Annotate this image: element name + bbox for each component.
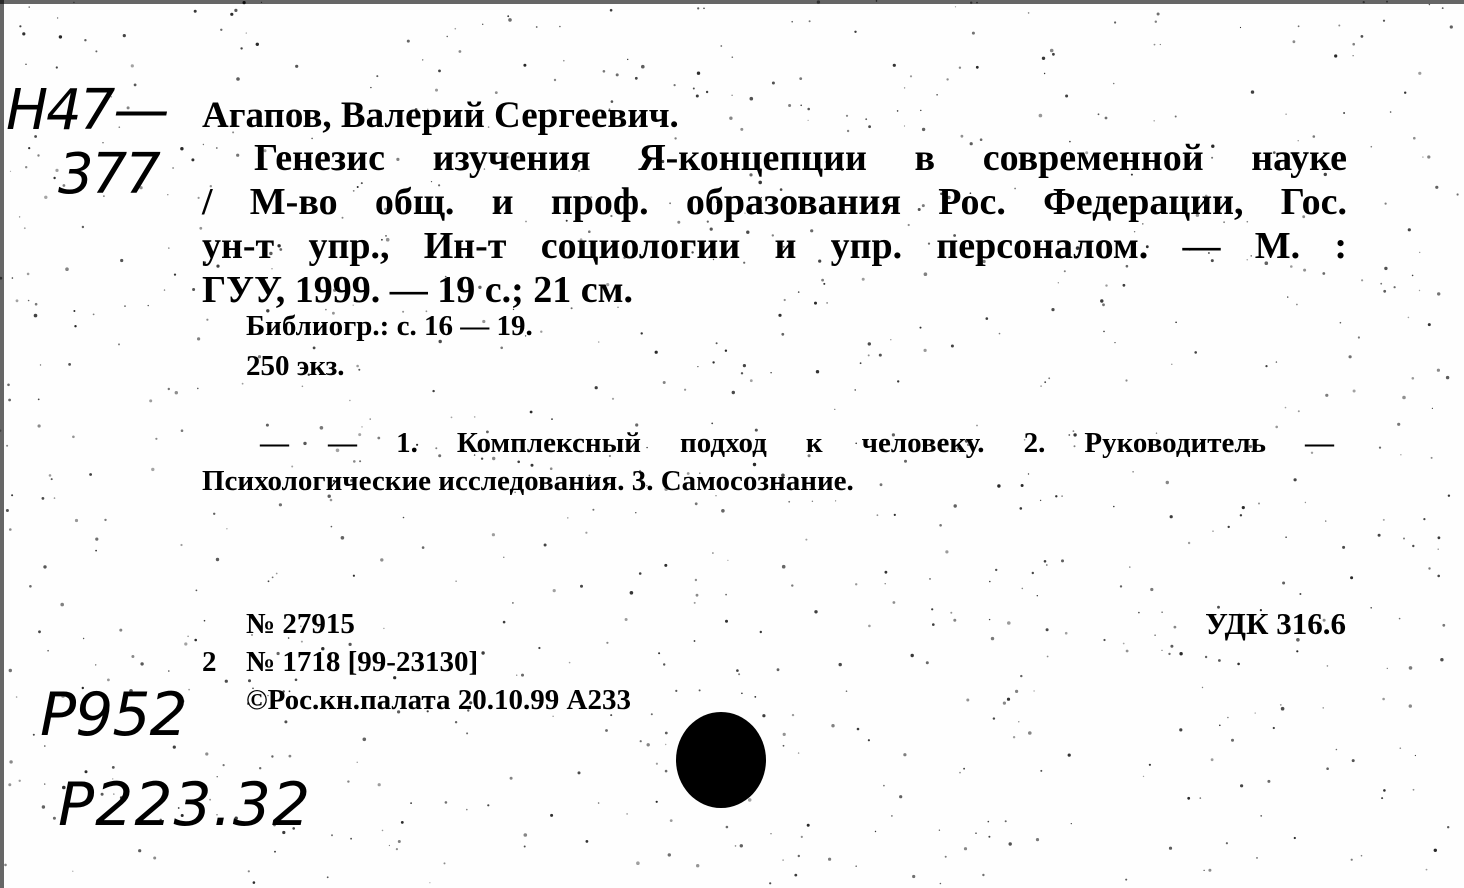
copyright-line: ©Рос.кн.палата 20.10.99 А233	[246, 684, 631, 716]
udk-code: УДК 316.6	[1205, 606, 1346, 641]
call-number-line-1: Н47—	[6, 78, 168, 143]
title-line: ГУУ, 1999. — 19 с.; 21 см.	[202, 269, 634, 311]
title-description-block	[202, 136, 1347, 312]
punch-hole	[676, 712, 766, 808]
title-line: / М-во общ. и проф. образования Рос. Федерации, Гос.	[202, 181, 1347, 223]
record-prefix: 2	[202, 646, 217, 678]
bbk-code-line-2: Р223.32	[58, 770, 312, 840]
title-line: ун-т упр., Ин-т социологии и упр. персоналом. — М. :	[202, 225, 1347, 267]
record-number-2: № 1718 [99-23130]	[246, 646, 479, 678]
bbk-code-line-1: Р952	[40, 680, 187, 750]
copies-note: 250 экз.	[246, 350, 345, 382]
subject-line: Психологические исследования. 3. Самосознание.	[202, 465, 854, 497]
author-heading: Агапов, Валерий Сергеевич.	[202, 95, 679, 136]
record-number: № 27915	[246, 608, 355, 640]
call-number-line-2: 377	[58, 142, 159, 207]
bibliography-note: Библиогр.: с. 16 — 19.	[246, 310, 533, 342]
title-line: Генезис изучения Я-концепции в современной науке	[254, 137, 1347, 179]
subject-line: — — 1. Комплексный подход к человеку. 2. Руководитель —	[260, 427, 1334, 459]
subject-headings	[202, 424, 1334, 500]
